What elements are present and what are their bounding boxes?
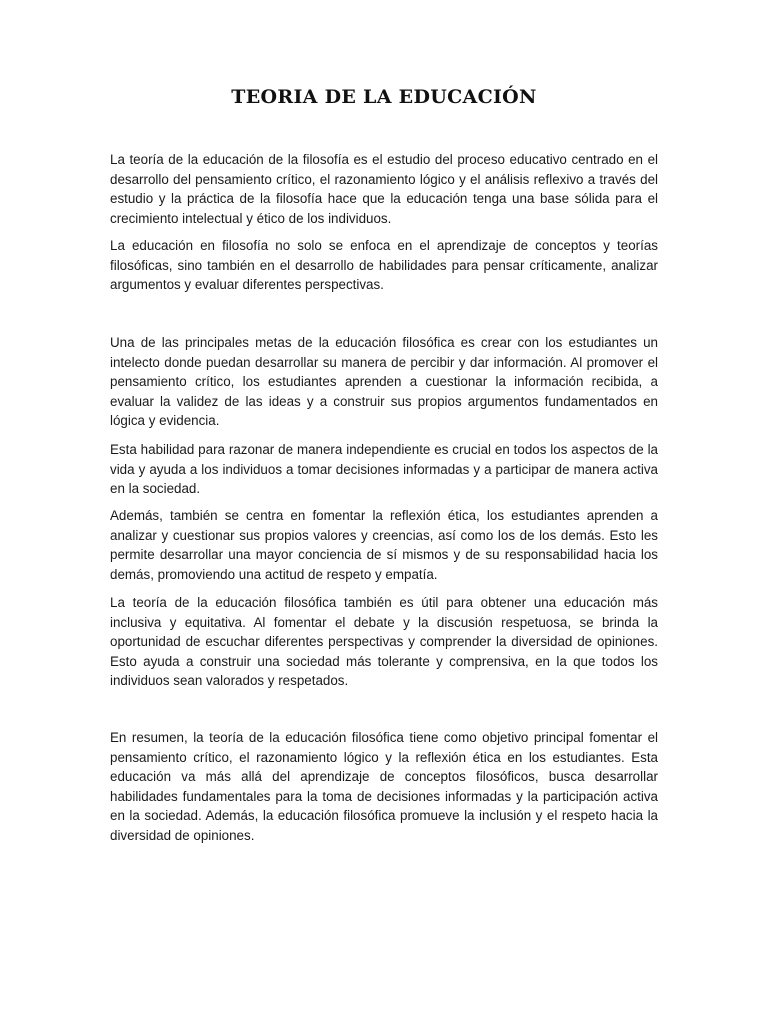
- paragraph-1: La teoría de la educación de la filosofía es el estudio del proceso educativo centrado en el desarrollo del pensamiento crítico, el razonamiento lógico y el análisis reflexivo a través del estudio y la práctica de la filosofía hace que la educación tenga una base sólida para el crecimiento intelectual y ético de los individuos.: [110, 152, 658, 226]
- paragraph-5: Además, también se centra en fomentar la reflexión ética, los estudiantes aprenden a analizar y cuestionar sus propios valores y creencias, así como los de los demás. Esto les permite desarrollar una mayor conciencia de sí mismos y de su responsabilidad hacia los demás, promoviendo una actitud de respeto y empatía.: [110, 508, 658, 582]
- paragraph-2: La educación en filosofía no solo se enfoca en el aprendizaje de conceptos y teorías filosóficas, sino también en el desarrollo de habilidades para pensar críticamente, analizar argumentos y evaluar diferentes perspectivas.: [110, 238, 658, 293]
- document-title: TEORIA DE LA EDUCACIÓN: [231, 86, 537, 108]
- paragraph-4: Esta habilidad para razonar de manera independiente es crucial en todos los aspectos de la vida y ayuda a los individuos a tomar decisiones informadas y a participar de manera activa en la sociedad.: [110, 442, 658, 497]
- paragraph-7: En resumen, la teoría de la educación filosófica tiene como objetivo principal fomentar el pensamiento crítico, el razonamiento lógico y la reflexión ética en los estudiantes. Esta educación va más allá del aprendizaje de conceptos filosóficos, busca desarrollar habilidades fundamentales para la toma de decisiones informadas y la participación activa en la sociedad. Además, la educación filosófica promueve la inclusión y el respeto hacia la diversidad de opiniones.: [110, 730, 658, 843]
- paragraph-3: Una de las principales metas de la educación filosófica es crear con los estudiantes un intelecto donde puedan desarrollar su manera de percibir y dar información. Al promover el pensamiento crítico, los estudiantes aprenden a cuestionar la información recibida, a evaluar la validez de las ideas y a construir sus propios argumentos fundamentados en lógica y evidencia.: [110, 335, 658, 429]
- paragraph-6: La teoría de la educación filosófica también es útil para obtener una educación más inclusiva y equitativa. Al fomentar el debate y la discusión respetuosa, se brinda la oportunidad de escuchar diferentes perspectivas y comprender la diversidad de opiniones. Esto ayuda a construir una sociedad más tolerante y comprensiva, en la que todos los individuos sean valorados y respetados.: [110, 595, 658, 689]
